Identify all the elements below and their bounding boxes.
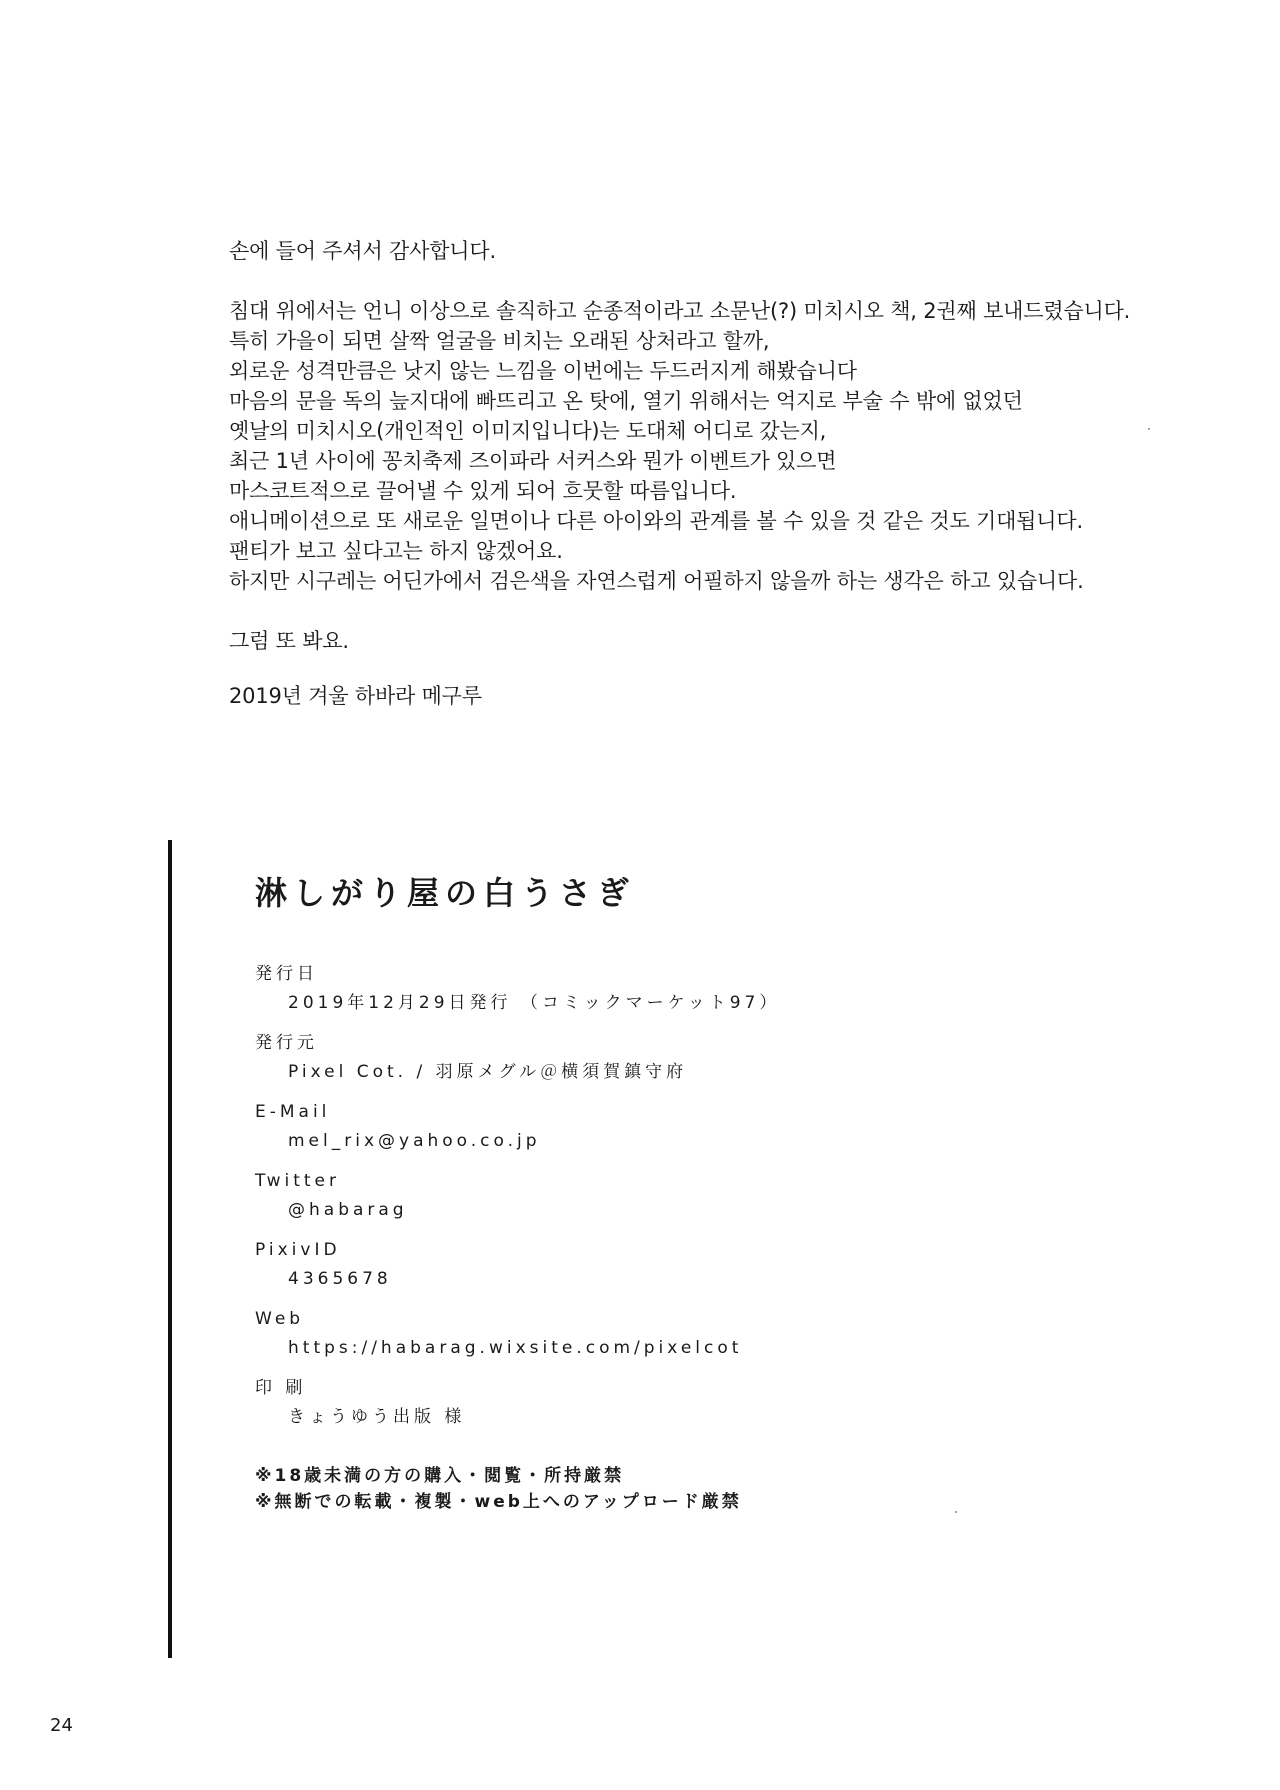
afterword-signature: 2019년 겨울 하바라 메구루 [229,684,482,708]
afterword-line: 최근 1년 사이에 꽁치축제 즈이파라 서커스와 뭔가 이벤트가 있으면 [229,449,837,473]
afterword-line: 외로운 성격만큼은 낫지 않는 느낌을 이번에는 두드러지게 해봤습니다 [229,359,857,383]
colophon-field-printer [255,1376,1115,1429]
field-value: きょうゆう出版 様 [288,1407,466,1427]
colophon-field-release-date [255,962,1115,1015]
colophon-field-web [255,1307,1115,1360]
afterword-line: 하지만 시구레는 어딘가에서 검은색을 자연스럽게 어필하지 않을까 하는 생각은 하고 있습니다. [229,569,1084,593]
afterword-line: 침대 위에서는 언니 이상으로 솔직하고 순종적이라고 소문난(?) 미치시오 책, 2권째 보내드렸습니다. [229,299,1131,323]
colophon-field-pixiv [255,1238,1115,1291]
afterword-greeting: 손에 들어 주셔서 감사합니다. [229,239,496,263]
field-label: E-Mail [255,1102,331,1122]
afterword [229,236,1129,711]
field-label: Twitter [255,1171,340,1191]
twitter-handle: @habarag [288,1200,408,1220]
afterword-line: 팬티가 보고 싶다고는 하지 않겠어요. [229,539,563,563]
colophon-divider-bar [168,840,172,1658]
field-value: 2019年12月29日発行 （コミックマーケット97） [288,993,781,1013]
field-value: Pixel Cot. / 羽原メグル＠横須賀鎮守府 [288,1062,688,1082]
email-address: mel_rix@yahoo.co.jp [288,1131,541,1151]
colophon [255,868,1115,1515]
afterword-line: 특히 가을이 되면 살짝 얼굴을 비치는 오래된 상처라고 할까, [229,329,770,353]
afterword-line: 애니메이션으로 또 새로운 일면이나 다른 아이와의 관계를 볼 수 있을 것 같은 것도 기대됩니다. [229,509,1083,533]
pixiv-id: 4365678 [288,1269,392,1289]
afterword-line: 마스코트적으로 끌어낼 수 있게 되어 흐뭇할 따름입니다. [229,479,737,503]
legal-notices [255,1463,1115,1515]
age-restriction-notice: ※18歳未満の方の購入・閲覧・所持厳禁 [255,1466,625,1486]
field-label: 発行日 [255,964,318,984]
afterword-closing: 그럼 또 봐요. [229,629,349,653]
colophon-field-email [255,1100,1115,1153]
book-title: 淋しがり屋の白うさぎ [255,874,636,912]
field-label: 印 刷 [255,1378,307,1398]
colophon-field-twitter [255,1169,1115,1222]
page-number: 24 [50,1715,73,1736]
field-label: 発行元 [255,1033,318,1053]
afterword-line: 마음의 문을 독의 늪지대에 빠뜨리고 온 탓에, 열기 위해서는 억지로 부술 수 밖에 없었던 [229,389,1023,413]
scan-speck [955,1511,957,1513]
website-url: https://habarag.wixsite.com/pixelcot [288,1338,743,1358]
afterword-body [229,296,1129,596]
reproduction-notice: ※無断での転載・複製・web上へのアップロード厳禁 [255,1492,742,1512]
colophon-field-publisher [255,1031,1115,1084]
scan-speck [1148,428,1150,430]
field-label: Web [255,1309,305,1329]
afterword-line: 옛날의 미치시오(개인적인 이미지입니다)는 도대체 어디로 갔는지, [229,419,827,443]
field-label: PixivID [255,1240,341,1260]
